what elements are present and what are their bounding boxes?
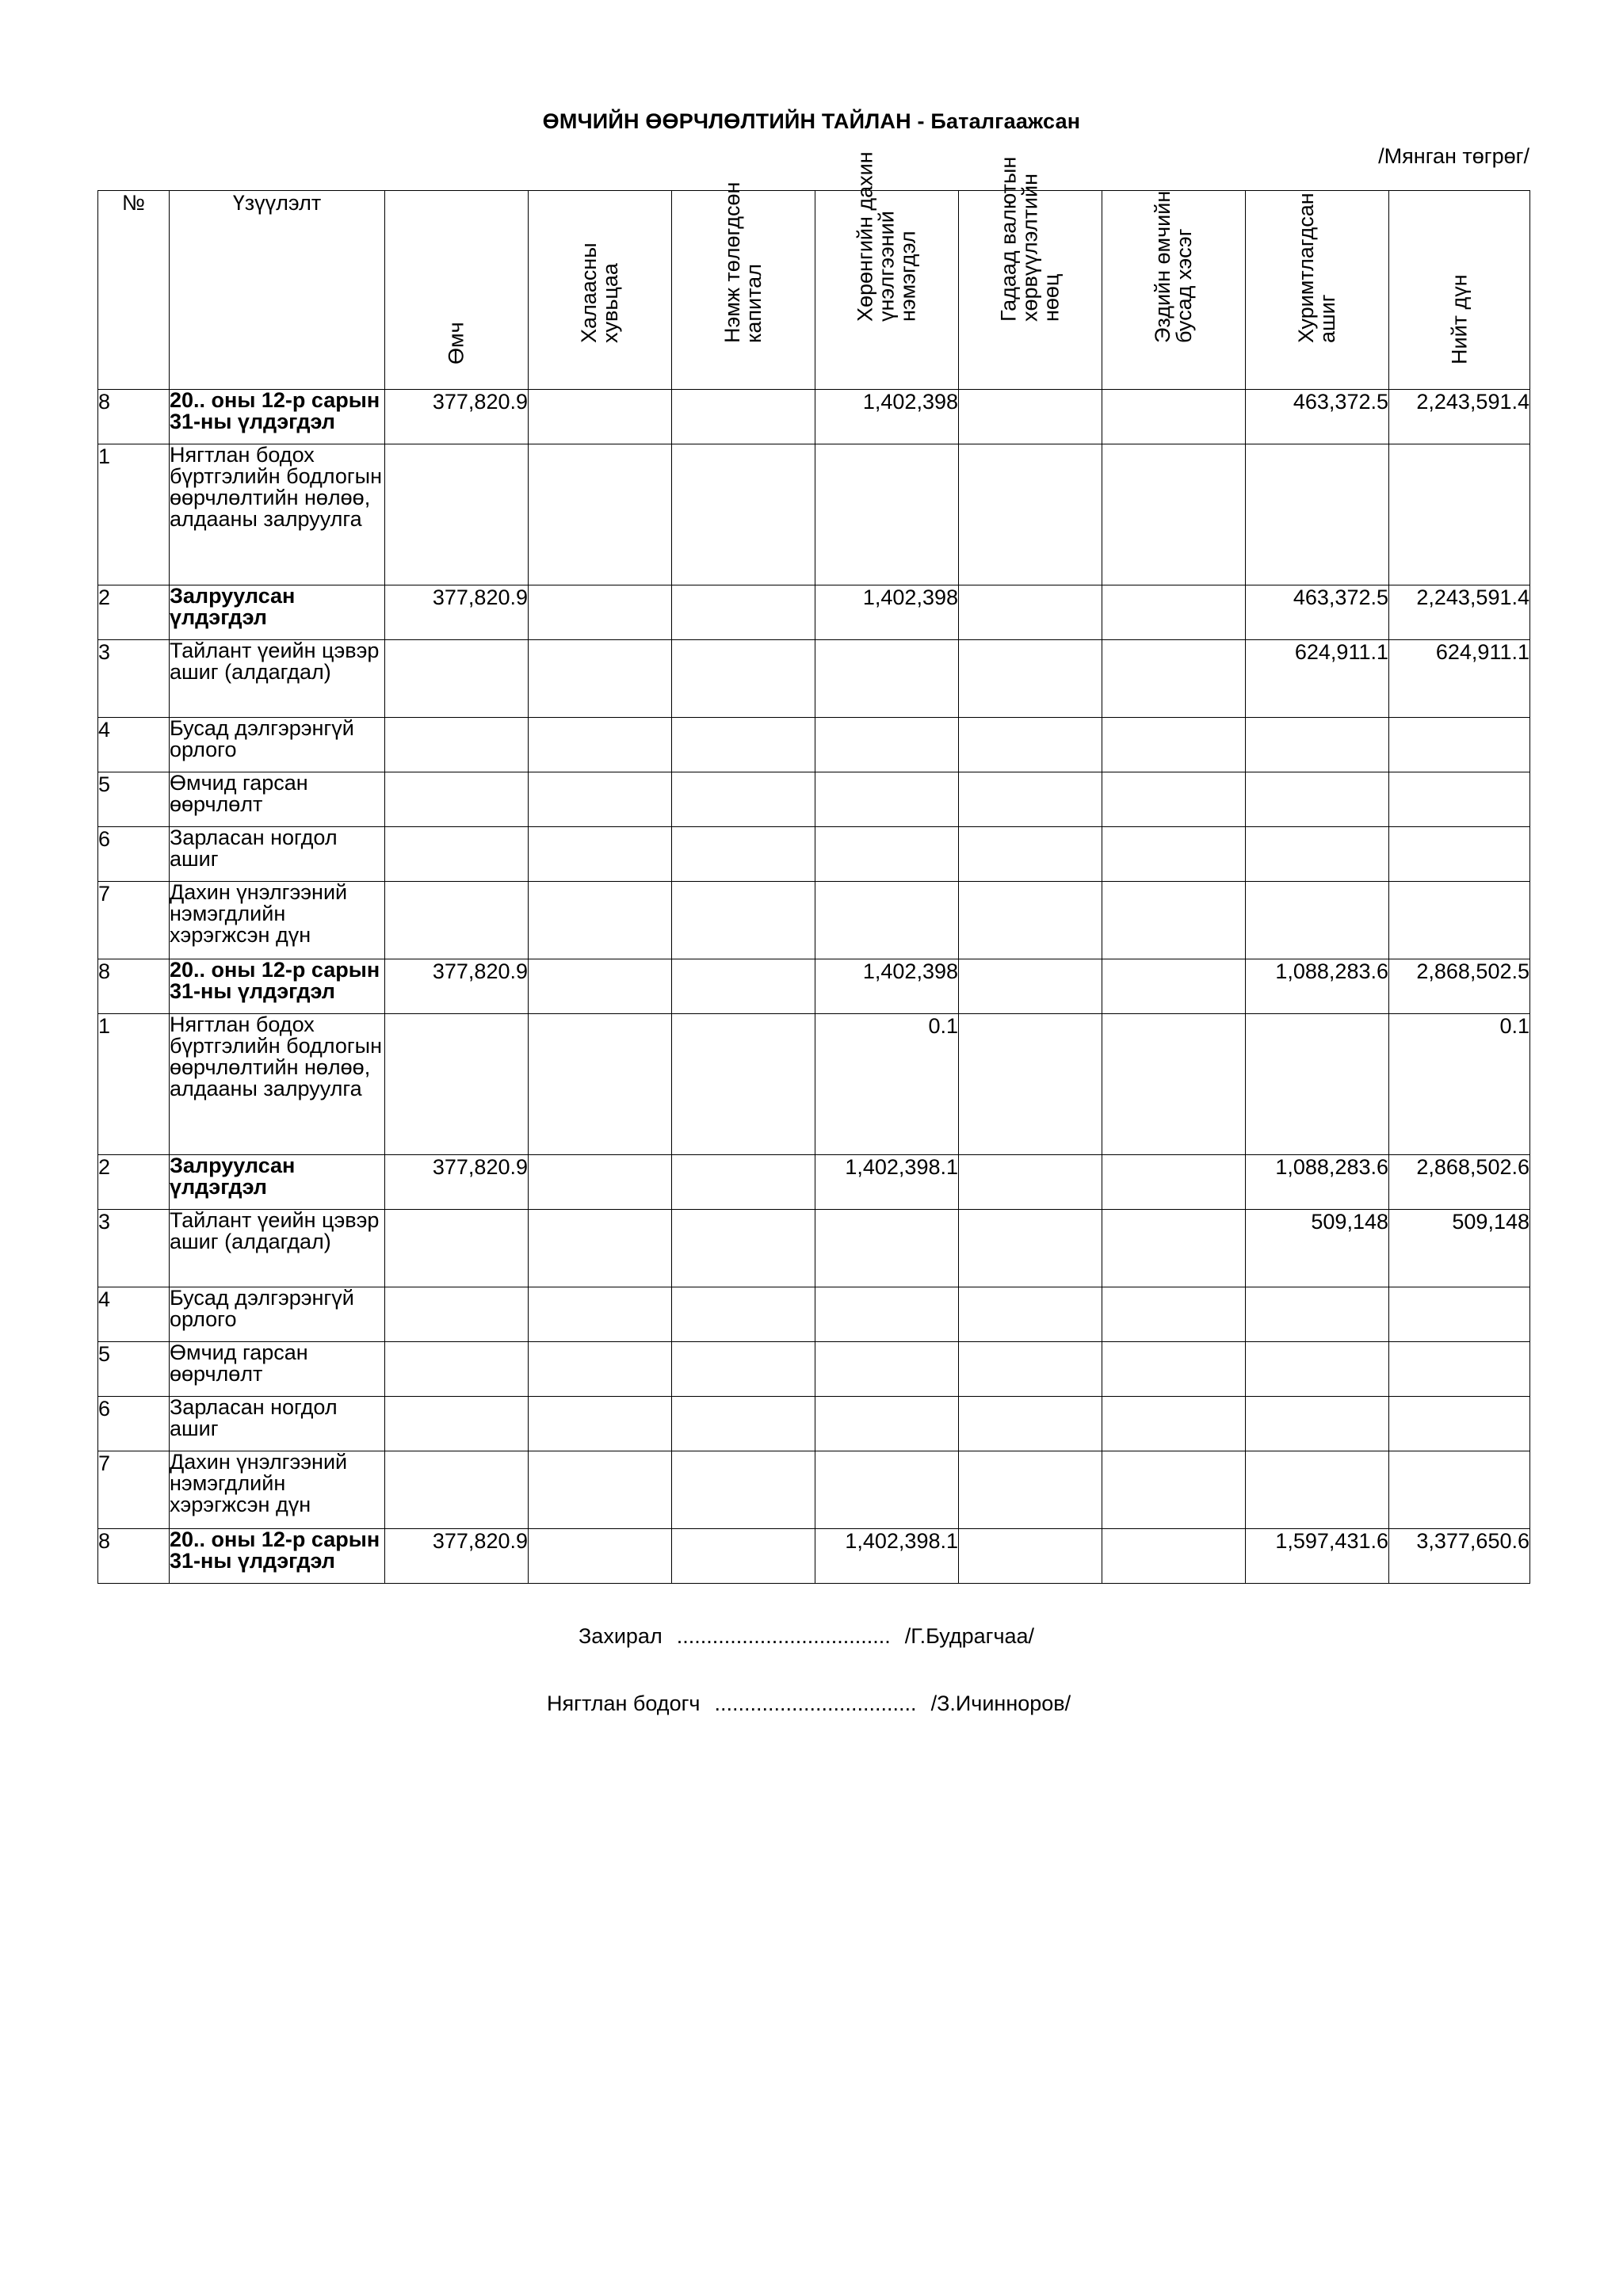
header-additional-paid-in-capital [672, 181, 815, 390]
value-cell [529, 1451, 672, 1529]
value-cell [672, 1529, 815, 1584]
value-cell [1102, 827, 1246, 882]
value-cell [529, 959, 672, 1014]
value-cell [959, 1529, 1102, 1584]
value-cell: 377,820.9 [385, 585, 529, 640]
value-cell [1389, 1287, 1530, 1342]
value-cell [672, 718, 815, 772]
value-cell [385, 1014, 529, 1155]
value-cell: 463,372.5 [1246, 390, 1389, 444]
row-number: 1 [98, 1014, 170, 1155]
value-cell [385, 1451, 529, 1529]
value-cell [1389, 772, 1530, 827]
value-cell: 3,377,650.6 [1389, 1529, 1530, 1584]
value-cell [672, 1451, 815, 1529]
value-cell [1246, 1342, 1389, 1397]
value-cell [672, 640, 815, 718]
row-number: 7 [98, 882, 170, 959]
table-row [98, 1287, 1530, 1342]
signature-line [579, 1624, 1034, 1649]
signature-role: Нягтлан бодогч [547, 1691, 701, 1715]
value-cell [385, 772, 529, 827]
row-number: 8 [98, 959, 170, 1014]
table-row [98, 959, 1530, 1014]
value-cell: 624,911.1 [1246, 640, 1389, 718]
row-number: 7 [98, 1451, 170, 1529]
signature-dots: .................................. [714, 1691, 917, 1715]
value-cell [385, 1342, 529, 1397]
value-cell [1102, 1397, 1246, 1451]
value-cell [959, 718, 1102, 772]
value-cell [672, 390, 815, 444]
table-row [98, 390, 1530, 444]
value-cell [1389, 1397, 1530, 1451]
value-cell [1389, 1342, 1530, 1397]
value-cell: 624,911.1 [1389, 640, 1530, 718]
table-row [98, 1397, 1530, 1451]
header-number: № [98, 191, 170, 390]
value-cell [385, 827, 529, 882]
value-cell [959, 772, 1102, 827]
value-cell [1102, 390, 1246, 444]
header-indicator: Үзүүлэлт [170, 191, 385, 390]
value-cell [959, 1210, 1102, 1287]
value-cell [815, 1397, 959, 1451]
value-cell [815, 1451, 959, 1529]
value-cell: 1,402,398 [815, 585, 959, 640]
value-cell [1389, 882, 1530, 959]
row-number: 6 [98, 827, 170, 882]
table-row [98, 882, 1530, 959]
row-number: 2 [98, 585, 170, 640]
value-cell: 1,088,283.6 [1246, 959, 1389, 1014]
value-cell: 509,148 [1246, 1210, 1389, 1287]
row-label: Тайлант үеийн цэвэр ашиг (алдагдал) [170, 640, 385, 718]
value-cell [1102, 882, 1246, 959]
table-row [98, 772, 1530, 827]
value-cell [815, 772, 959, 827]
value-cell [959, 1155, 1102, 1210]
value-cell [1246, 1287, 1389, 1342]
value-cell [815, 718, 959, 772]
value-cell [1246, 827, 1389, 882]
value-cell [672, 1397, 815, 1451]
value-cell: 377,820.9 [385, 1155, 529, 1210]
value-cell [529, 1397, 672, 1451]
row-label: Залруулсан үлдэгдэл [170, 1155, 385, 1210]
value-cell: 377,820.9 [385, 1529, 529, 1584]
value-cell: 2,868,502.6 [1389, 1155, 1530, 1210]
header-label: Халаасны хувьцаа [577, 242, 622, 343]
value-cell [1389, 827, 1530, 882]
value-cell [815, 882, 959, 959]
table-row [98, 1014, 1530, 1155]
value-cell [959, 1014, 1102, 1155]
signature-person: /З.Ичинноров/ [930, 1691, 1071, 1715]
value-cell [815, 1210, 959, 1287]
header-label: Өмч [444, 322, 468, 364]
value-cell: 1,402,398 [815, 959, 959, 1014]
value-cell [529, 640, 672, 718]
currency-unit: /Мянган төгрөг/ [1378, 144, 1529, 168]
row-number: 3 [98, 640, 170, 718]
table-header-row [98, 191, 1530, 390]
row-label: Тайлант үеийн цэвэр ашиг (алдагдал) [170, 1210, 385, 1287]
row-label: 20.. оны 12-р сарын 31-ны үлдэгдэл [170, 959, 385, 1014]
value-cell: 1,597,431.6 [1246, 1529, 1389, 1584]
value-cell: 1,402,398.1 [815, 1155, 959, 1210]
header-revaluation-surplus [815, 151, 959, 390]
row-label: Өмчид гарсан өөрчлөлт [170, 772, 385, 827]
row-label: Зарласан ногдол ашиг [170, 827, 385, 882]
value-cell: 1,402,398 [815, 390, 959, 444]
row-number: 5 [98, 772, 170, 827]
value-cell [385, 718, 529, 772]
value-cell [815, 444, 959, 585]
header-total [1389, 191, 1530, 390]
value-cell [1246, 772, 1389, 827]
value-cell [529, 585, 672, 640]
value-cell [529, 882, 672, 959]
value-cell [529, 1155, 672, 1210]
value-cell [1389, 1451, 1530, 1529]
value-cell [815, 827, 959, 882]
table-row [98, 1451, 1530, 1529]
value-cell [529, 772, 672, 827]
table-row [98, 640, 1530, 718]
value-cell [815, 640, 959, 718]
value-cell [672, 1342, 815, 1397]
row-label: Бусад дэлгэрэнгүй орлого [170, 1287, 385, 1342]
row-label: Нягтлан бодох бүртгэлийн бодлогын өөрчлөлтийн нөлөө, алдааны залруулга [170, 1014, 385, 1155]
value-cell: 0.1 [1389, 1014, 1530, 1155]
value-cell: 1,088,283.6 [1246, 1155, 1389, 1210]
value-cell [385, 1397, 529, 1451]
value-cell [672, 827, 815, 882]
value-cell [529, 718, 672, 772]
value-cell [1102, 585, 1246, 640]
value-cell [385, 1210, 529, 1287]
table-row [98, 718, 1530, 772]
value-cell [529, 1287, 672, 1342]
value-cell [959, 444, 1102, 585]
signature-person: /Г.Будрагчаа/ [904, 1624, 1035, 1648]
row-label: Дахин үнэлгээний нэмэгдлийн хэрэгжсэн дүн [170, 882, 385, 959]
value-cell: 2,243,591.4 [1389, 585, 1530, 640]
row-number: 8 [98, 1529, 170, 1584]
header-label: Нэмж төлөгдсөн капитал [720, 181, 766, 343]
value-cell [815, 1342, 959, 1397]
value-cell [959, 1287, 1102, 1342]
row-label: Нягтлан бодох бүртгэлийн бодлогын өөрчлөлтийн нөлөө, алдааны залруулга [170, 444, 385, 585]
row-number: 3 [98, 1210, 170, 1287]
value-cell [959, 1397, 1102, 1451]
value-cell [1246, 718, 1389, 772]
table-row [98, 827, 1530, 882]
header-retained-earnings [1246, 191, 1389, 390]
value-cell: 377,820.9 [385, 390, 529, 444]
value-cell [1246, 1397, 1389, 1451]
value-cell [672, 959, 815, 1014]
value-cell [385, 1287, 529, 1342]
row-number: 5 [98, 1342, 170, 1397]
value-cell [959, 882, 1102, 959]
value-cell: 377,820.9 [385, 959, 529, 1014]
row-label: 20.. оны 12-р сарын 31-ны үлдэгдэл [170, 390, 385, 444]
value-cell [529, 1014, 672, 1155]
row-number: 1 [98, 444, 170, 585]
value-cell [672, 882, 815, 959]
value-cell [959, 827, 1102, 882]
header-other-equity [1102, 191, 1246, 390]
value-cell [672, 1287, 815, 1342]
report-title: ӨМЧИЙН ӨӨРЧЛӨЛТИЙН ТАЙЛАН - Баталгаажсан [542, 109, 1081, 133]
row-number: 6 [98, 1397, 170, 1451]
row-label: Зарласан ногдол ашиг [170, 1397, 385, 1451]
value-cell [959, 585, 1102, 640]
table-row [98, 1155, 1530, 1210]
value-cell [672, 772, 815, 827]
signature-line [547, 1691, 1071, 1716]
value-cell: 0.1 [815, 1014, 959, 1155]
header-label: Нийт дүн [1447, 274, 1471, 364]
value-cell [1102, 640, 1246, 718]
value-cell [959, 640, 1102, 718]
row-label: 20.. оны 12-р сарын 31-ны үлдэгдэл [170, 1529, 385, 1584]
value-cell [1389, 444, 1530, 585]
value-cell [1246, 1014, 1389, 1155]
value-cell [529, 444, 672, 585]
value-cell [672, 585, 815, 640]
value-cell: 509,148 [1389, 1210, 1530, 1287]
value-cell [1102, 718, 1246, 772]
header-fx-translation-reserve [959, 156, 1102, 390]
value-cell [672, 444, 815, 585]
value-cell [1102, 444, 1246, 585]
value-cell [529, 1342, 672, 1397]
signature-role: Захирал [579, 1624, 663, 1648]
value-cell [529, 390, 672, 444]
value-cell [959, 1342, 1102, 1397]
value-cell [1102, 772, 1246, 827]
value-cell [1246, 444, 1389, 585]
row-label: Дахин үнэлгээний нэмэгдлийн хэрэгжсэн дүн [170, 1451, 385, 1529]
value-cell [672, 1210, 815, 1287]
value-cell [1102, 959, 1246, 1014]
value-cell [385, 444, 529, 585]
value-cell [1102, 1529, 1246, 1584]
value-cell: 463,372.5 [1246, 585, 1389, 640]
value-cell [1246, 1451, 1389, 1529]
value-cell: 1,402,398.1 [815, 1529, 959, 1584]
value-cell [1102, 1210, 1246, 1287]
header-treasury-shares [529, 191, 672, 390]
value-cell [385, 640, 529, 718]
value-cell [1102, 1287, 1246, 1342]
header-label: Гадаад валютын хөрвүүлэлтийн нөөц [996, 156, 1064, 322]
value-cell: 2,868,502.5 [1389, 959, 1530, 1014]
value-cell [529, 827, 672, 882]
value-cell [959, 1451, 1102, 1529]
row-number: 4 [98, 1287, 170, 1342]
value-cell [1102, 1342, 1246, 1397]
value-cell [1102, 1014, 1246, 1155]
table-row [98, 585, 1530, 640]
value-cell [529, 1529, 672, 1584]
row-number: 4 [98, 718, 170, 772]
row-number: 2 [98, 1155, 170, 1210]
value-cell [672, 1155, 815, 1210]
row-label: Бусад дэлгэрэнгүй орлого [170, 718, 385, 772]
value-cell [529, 1210, 672, 1287]
value-cell [959, 390, 1102, 444]
value-cell [815, 1287, 959, 1342]
value-cell [1102, 1451, 1246, 1529]
value-cell [385, 882, 529, 959]
row-number: 8 [98, 390, 170, 444]
header-equity [385, 191, 529, 390]
table-row [98, 1529, 1530, 1584]
value-cell [672, 1014, 815, 1155]
row-label: Өмчид гарсан өөрчлөлт [170, 1342, 385, 1397]
table-row [98, 1210, 1530, 1287]
value-cell [1389, 718, 1530, 772]
row-label: Залруулсан үлдэгдэл [170, 585, 385, 640]
table-body [98, 390, 1530, 1584]
signature-dots: .................................... [676, 1624, 891, 1648]
table-row [98, 444, 1530, 585]
table-row [98, 1342, 1530, 1397]
value-cell [959, 959, 1102, 1014]
header-label: Хөрөнгийн дахин үнэлгээний нэмэгдэл [853, 151, 920, 322]
value-cell [1102, 1155, 1246, 1210]
value-cell [1246, 882, 1389, 959]
header-label: Эздийн өмчийн бусад хэсэг [1151, 190, 1196, 343]
value-cell: 2,243,591.4 [1389, 390, 1530, 444]
header-label: Хуримтлагдсан ашиг [1294, 193, 1339, 343]
